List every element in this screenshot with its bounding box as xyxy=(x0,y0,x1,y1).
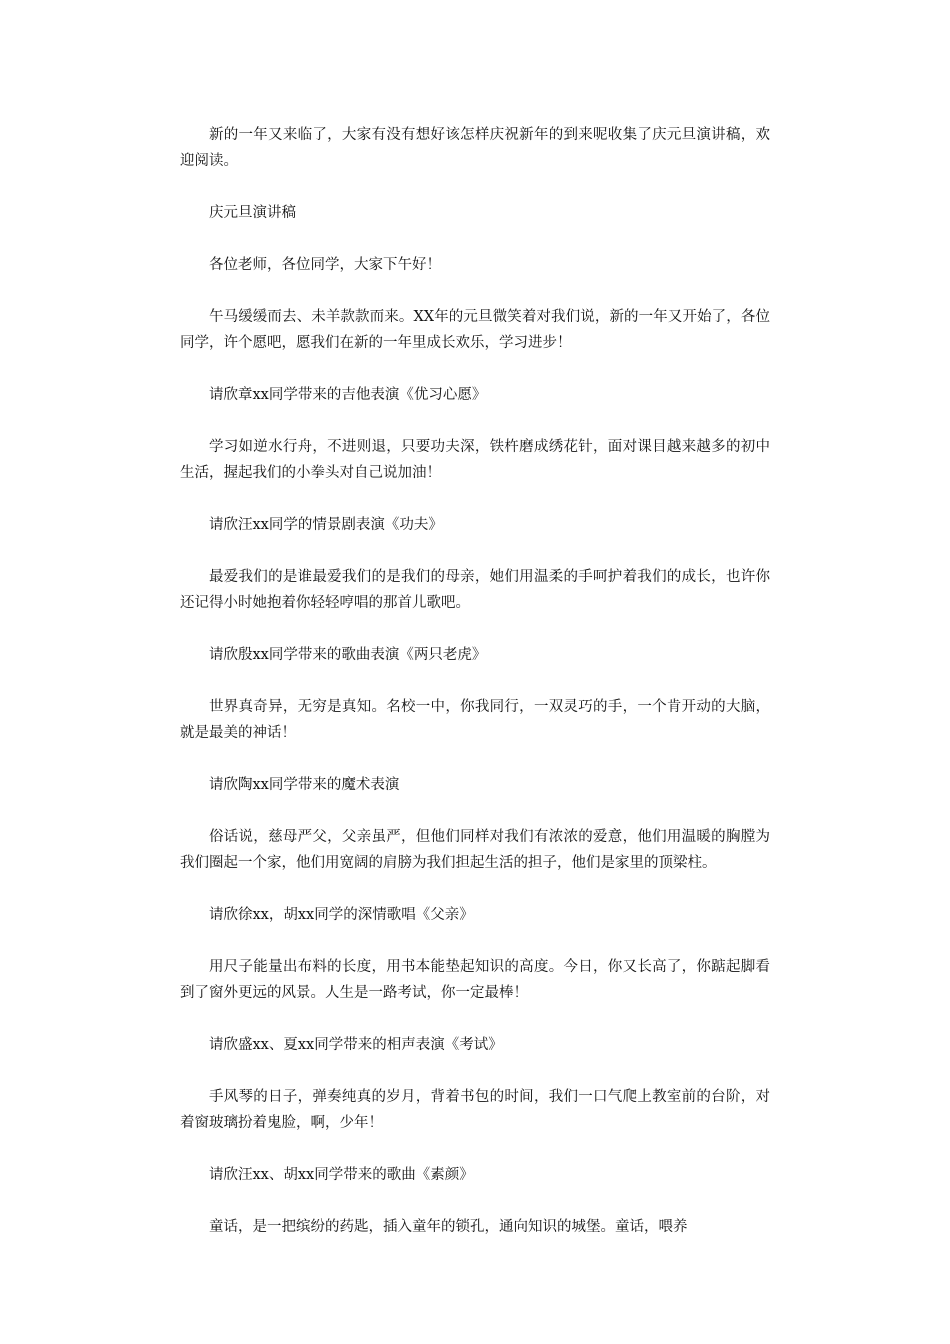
paragraph-text-1: 学习如逆水行舟，不进则退，只要功夫深，铁杵磨成绣花针，面对课目越来越多的初中生活，握起我们的小拳头对自己说加油！ xyxy=(180,439,770,481)
paragraph-intro: 新的一年又来临了，大家有没有想好该怎样庆祝新年的到来呢收集了庆元旦演讲稿，欢迎阅读。 xyxy=(180,127,770,169)
paragraph-text-5: 用尺子能量出布料的长度，用书本能垫起知识的高度。今日，你又长高了，你踮起脚看到了窗外更远的风景。人生是一路考试，你一定最棒！ xyxy=(180,959,770,1001)
paragraph-text-6: 手风琴的日子，弹奏纯真的岁月，背着书包的时间，我们一口气爬上教室前的台阶，对着窗玻璃扮着鬼脸，啊，少年！ xyxy=(180,1089,770,1131)
paragraph-opening: 午马缓缓而去、未羊款款而来。XX年的元旦微笑着对我们说，新的一年又开始了，各位同学，许个愿吧，愿我们在新的一年里成长欢乐，学习进步！ xyxy=(180,309,770,351)
paragraph-text-2: 最爱我们的是谁最爱我们的是我们的母亲，她们用温柔的手呵护着我们的成长，也许你还记得小时她抱着你轻轻哼唱的那首儿歌吧。 xyxy=(180,569,770,611)
paragraph-program-7: 请欣汪xx、胡xx同学带来的歌曲《素颜》 xyxy=(209,1167,474,1183)
paragraph-greeting: 各位老师，各位同学，大家下午好！ xyxy=(209,257,441,273)
paragraph-program-4: 请欣陶xx同学带来的魔术表演 xyxy=(209,777,400,793)
document-body xyxy=(180,122,770,1266)
paragraph-text-3: 世界真奇异，无穷是真知。名校一中，你我同行，一双灵巧的手，一个肯开动的大脑，就是最美的神话！ xyxy=(180,699,770,741)
paragraph-text-7: 童话，是一把缤纷的药匙，插入童年的锁孔，通向知识的城堡。童话，喂养 xyxy=(209,1219,688,1235)
paragraph-program-3: 请欣殷xx同学带来的歌曲表演《两只老虎》 xyxy=(209,647,487,663)
paragraph-program-1: 请欣章xx同学带来的吉他表演《优习心愿》 xyxy=(209,387,487,403)
paragraph-program-2: 请欣汪xx同学的情景剧表演《功夫》 xyxy=(209,517,443,533)
paragraph-text-4: 俗话说，慈母严父，父亲虽严，但他们同样对我们有浓浓的爱意，他们用温暖的胸膛为我们圈起一个家，他们用宽阔的肩膀为我们担起生活的担子，他们是家里的顶梁柱。 xyxy=(180,829,770,871)
paragraph-program-5: 请欣徐xx，胡xx同学的深情歌唱《父亲》 xyxy=(209,907,474,923)
paragraph-title: 庆元旦演讲稿 xyxy=(209,205,296,221)
paragraph-program-6: 请欣盛xx、夏xx同学带来的相声表演《考试》 xyxy=(209,1037,503,1053)
